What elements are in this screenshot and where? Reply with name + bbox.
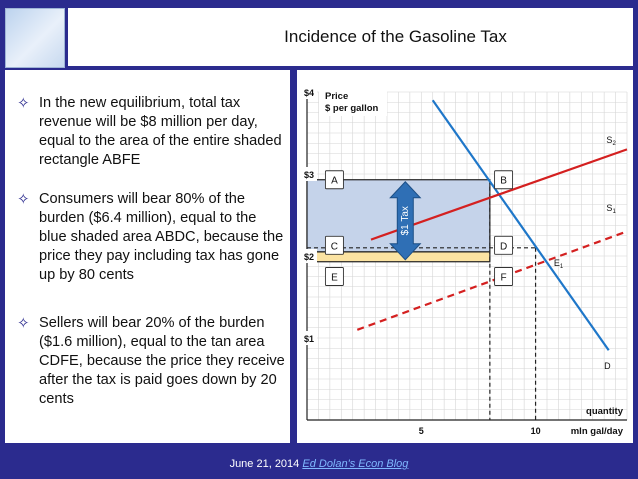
point-label-c: C <box>330 241 339 253</box>
series-label-s2: $S_2$ <box>606 134 616 147</box>
y-axis-title-line2: $ per gallon <box>325 103 379 114</box>
series-label-s1: $S_1$ <box>606 202 616 215</box>
star-bullet-icon: ✧ <box>17 315 30 332</box>
point-label-a: A <box>331 175 338 187</box>
bullet-text: Consumers will bear 80% of the burden ($6.4 million), equal to the blue shaded area ABDC, because the price they pay including tax has gone up by 80 cents <box>39 191 284 283</box>
point-label-b: B <box>500 175 507 187</box>
bullet-3 <box>17 314 287 409</box>
bullet-1 <box>17 94 287 170</box>
series-label-e1: $E_1$ <box>553 257 564 270</box>
bullet-2 <box>17 190 287 285</box>
footer-blog-link[interactable]: Ed Dolan's Econ Blog <box>302 458 409 470</box>
tax-arrow-label: $1 Tax <box>399 206 411 236</box>
slide-title: Incidence of the Gasoline Tax <box>284 27 507 46</box>
title-bar <box>68 8 633 66</box>
x-tick-label: 5 <box>418 426 424 436</box>
point-label-f: F <box>500 272 507 284</box>
y-tick-label: $3 <box>303 170 315 180</box>
bullet-text: Sellers will bear 20% of the burden ($1.6 million), equal to the tan area CDFE, because the price they receive after the tax is paid goes down by 20 cents <box>39 315 285 407</box>
bullet-panel <box>5 70 290 443</box>
x-axis-title-line2: mln gal/day <box>570 426 623 437</box>
logo-image <box>5 8 65 68</box>
series-label-d: D <box>604 361 611 372</box>
y-tick-label: $2 <box>303 252 315 262</box>
x-axis-title-line1: quantity <box>586 406 623 417</box>
footer <box>0 458 638 470</box>
star-bullet-icon: ✧ <box>17 191 30 208</box>
y-tick-label: $1 <box>303 334 315 344</box>
chart-panel <box>297 70 633 443</box>
y-tick-label: $4 <box>303 88 315 98</box>
tax-incidence-chart <box>297 70 633 443</box>
x-tick-label: 10 <box>530 426 541 436</box>
footer-date: June 21, 2014 <box>229 458 300 470</box>
bullet-text: In the new equilibrium, total tax revenue will be $8 million per day, equal to the area of the entire shaded rectangle ABFE <box>39 95 282 168</box>
star-bullet-icon: ✧ <box>17 95 30 112</box>
y-axis-title-line1: Price <box>325 91 349 102</box>
point-label-d: D <box>499 241 508 253</box>
point-label-e: E <box>331 272 338 284</box>
